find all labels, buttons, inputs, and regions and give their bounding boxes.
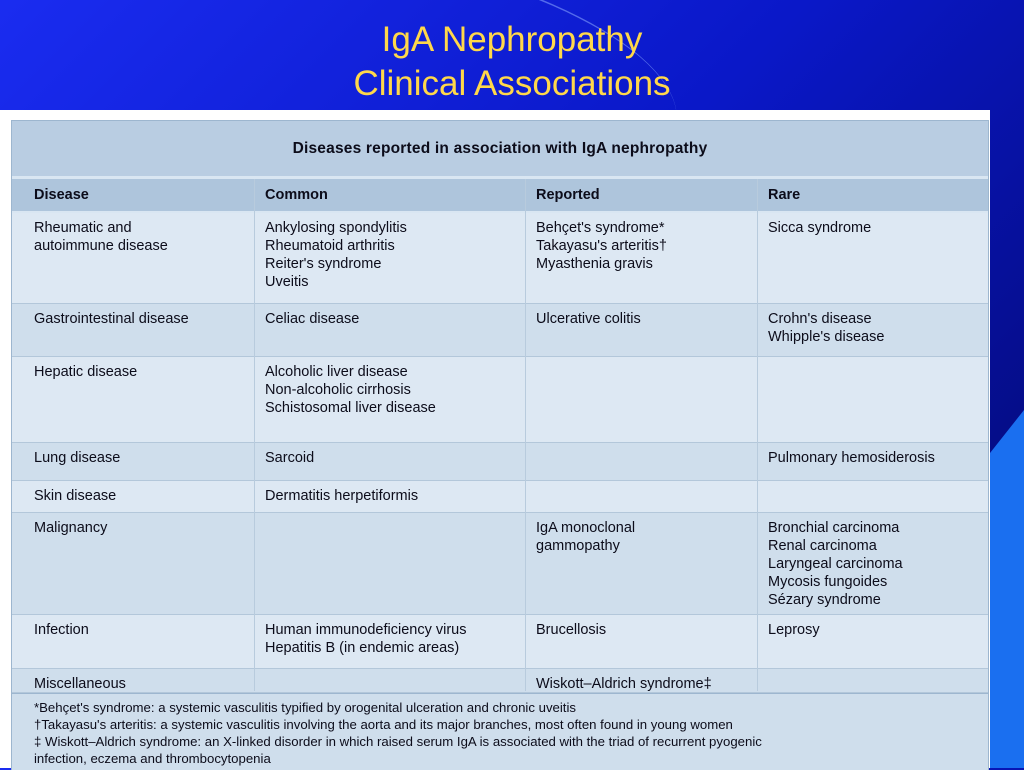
cell-line: Laryngeal carcinoma (768, 556, 903, 572)
cell-line: Reiter's syndrome (265, 256, 382, 272)
cell-common (265, 449, 314, 467)
associations-table (11, 120, 989, 770)
table-footnotes (12, 693, 988, 770)
cell-line: Skin disease (34, 488, 117, 504)
cell-line: Crohn's disease (768, 311, 872, 327)
cell-line: Human immunodeficiency virus (265, 622, 467, 638)
header-rare: Rare (768, 187, 801, 203)
cell-line: Malignancy (34, 520, 108, 536)
cell-line: Lung disease (34, 450, 121, 466)
table-row (12, 513, 988, 615)
cell-line: Renal carcinoma (768, 538, 877, 554)
cell-line: Alcoholic liver disease (265, 364, 408, 380)
column-divider (757, 179, 758, 691)
table-title: Diseases reported in association with IgA nephropathy (12, 121, 988, 176)
cell-line: gammopathy (536, 538, 620, 554)
cell-line: Behçet's syndrome* (536, 220, 665, 236)
cell-common (265, 363, 436, 417)
cell-line: Celiac disease (265, 311, 360, 327)
cell-line: Non-alcoholic cirrhosis (265, 382, 411, 398)
cell-reported (536, 519, 635, 555)
cell-reported (536, 621, 606, 639)
cell-line: Sézary syndrome (768, 592, 881, 608)
cell-line: Brucellosis (536, 622, 607, 638)
column-divider (254, 179, 255, 691)
cell-common (265, 621, 466, 657)
cell-line: Mycosis fungoides (768, 574, 888, 590)
cell-line: Hepatitis B (in endemic areas) (265, 640, 460, 656)
cell-line: Myasthenia gravis (536, 256, 653, 272)
table-row (12, 213, 988, 304)
cell-disease (34, 621, 89, 639)
table-row (12, 357, 988, 443)
cell-rare (768, 449, 935, 467)
cell-line: Pulmonary hemosiderosis (768, 450, 935, 466)
header-common: Common (265, 187, 328, 203)
cell-line: Whipple's disease (768, 329, 885, 345)
cell-disease (34, 449, 120, 467)
cell-disease (34, 487, 116, 505)
cell-line: Rheumatoid arthritis (265, 238, 395, 254)
cell-common (265, 487, 418, 505)
cell-rare (768, 219, 871, 237)
table-header-row (12, 179, 988, 211)
cell-reported (536, 310, 641, 328)
cell-line: Miscellaneous (34, 676, 126, 692)
cell-line: Dermatitis herpetiformis (265, 488, 419, 504)
footnote-wiskott-cont: infection, eczema and thrombocytopenia (34, 751, 271, 766)
cell-disease (34, 219, 168, 255)
cell-disease (34, 363, 137, 381)
cell-rare (768, 621, 820, 639)
cell-line: Infection (34, 622, 89, 638)
footnote-takayasu: †Takayasu's arteritis: a systemic vasculitis involving the aorta and its major branches, most often found in young women (34, 717, 733, 732)
cell-reported (536, 675, 712, 693)
cell-line: Uveitis (265, 274, 309, 290)
cell-reported (536, 219, 667, 273)
cell-common (265, 219, 407, 291)
cell-rare (768, 519, 903, 609)
table-row (12, 669, 988, 693)
background-accent-band (990, 410, 1024, 768)
table-row (12, 481, 988, 513)
cell-line: Schistosomal liver disease (265, 400, 436, 416)
header-disease: Disease (34, 187, 89, 203)
footnote-behcet: *Behçet's syndrome: a systemic vasculitis typified by orogenital ulceration and chronic uveitis (34, 700, 576, 715)
cell-disease (34, 519, 107, 537)
slide-title-line-1: IgA Nephropathy (381, 20, 643, 59)
table-row (12, 443, 988, 481)
slide-title (0, 18, 1024, 106)
cell-line: Sicca syndrome (768, 220, 872, 236)
cell-line: Sarcoid (265, 450, 315, 466)
cell-rare (768, 310, 884, 346)
cell-line: Leprosy (768, 622, 820, 638)
cell-line: Ulcerative colitis (536, 311, 641, 327)
cell-line: Hepatic disease (34, 364, 138, 380)
cell-line: Wiskott–Aldrich syndrome‡ (536, 676, 712, 692)
cell-line: autoimmune disease (34, 238, 168, 254)
cell-line: IgA monoclonal (536, 520, 636, 536)
table-row (12, 304, 988, 357)
cell-line: Ankylosing spondylitis (265, 220, 407, 236)
footnote-wiskott: ‡ Wiskott–Aldrich syndrome: an X-linked disorder in which raised serum IgA is associated with the triad of recurrent pyogenic (34, 734, 762, 749)
column-divider (525, 179, 526, 691)
table-row (12, 615, 988, 669)
slide-title-line-2: Clinical Associations (353, 64, 671, 103)
cell-disease (34, 675, 126, 693)
header-reported: Reported (536, 187, 600, 203)
cell-line: Takayasu's arteritis† (536, 238, 667, 254)
cell-common (265, 310, 359, 328)
cell-line: Gastrointestinal disease (34, 311, 189, 327)
cell-line: Rheumatic and (34, 220, 132, 236)
cell-line: Bronchial carcinoma (768, 520, 900, 536)
cell-disease (34, 310, 189, 328)
